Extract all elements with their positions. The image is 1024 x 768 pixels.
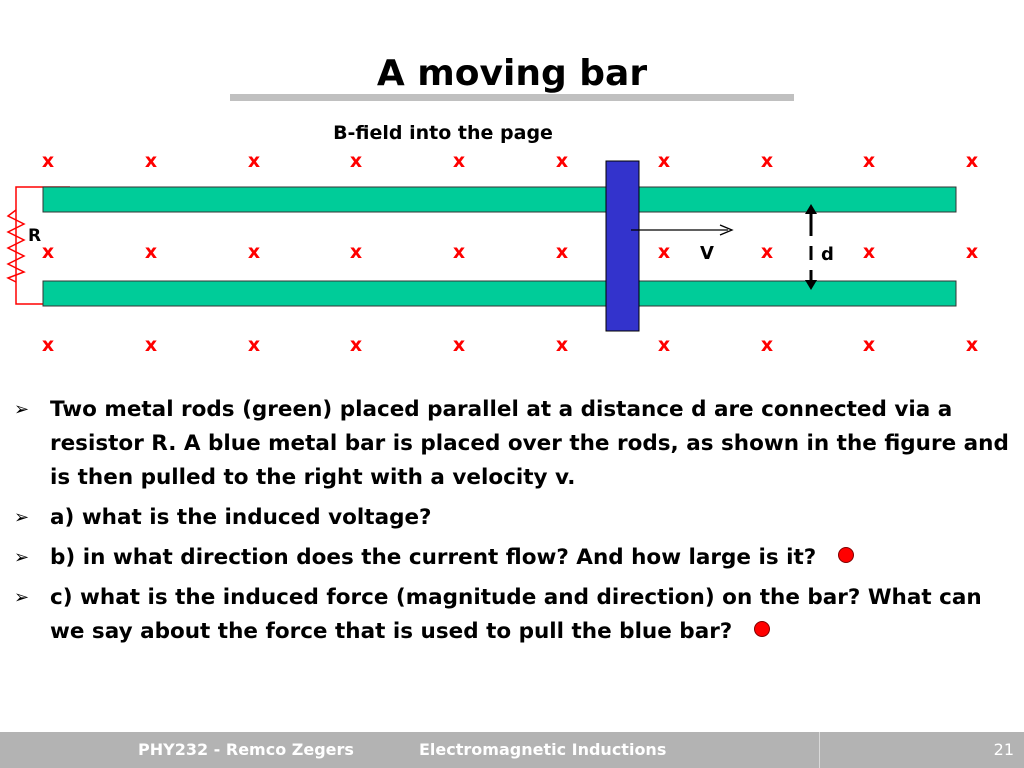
field-mark: x — [555, 150, 569, 172]
field-mark: x — [452, 241, 466, 263]
slide-footer — [0, 732, 1024, 768]
field-mark: x — [349, 241, 363, 263]
field-mark: x — [862, 334, 876, 356]
field-mark: x — [144, 150, 158, 172]
top-rod — [43, 187, 956, 212]
field-mark: x — [760, 150, 774, 172]
field-mark: x — [144, 241, 158, 263]
bullet-item — [10, 393, 1010, 495]
field-marks — [42, 150, 978, 356]
velocity-label: V — [700, 243, 714, 264]
field-mark: x — [657, 150, 671, 172]
moving-bar-diagram — [0, 110, 1024, 380]
page-number: 21 — [993, 740, 1014, 759]
field-mark: x — [41, 150, 55, 172]
distance-label: d — [821, 244, 834, 265]
arrow-right-icon: ➢ — [14, 587, 30, 608]
red-dot-icon — [754, 621, 770, 637]
field-mark: x — [41, 241, 55, 263]
field-mark: x — [965, 334, 979, 356]
field-mark: x — [862, 150, 876, 172]
field-mark: x — [452, 334, 466, 356]
bullet-item — [10, 541, 1010, 575]
red-dot-icon — [838, 547, 854, 563]
bullet-text: b) in what direction does the current flow? And how large is it? — [50, 545, 817, 570]
resistor-label: R — [28, 226, 42, 246]
arrow-right-icon: ➢ — [14, 399, 30, 420]
field-mark: x — [555, 241, 569, 263]
footer-course: PHY232 - Remco Zegers — [138, 740, 354, 759]
field-mark: x — [657, 241, 671, 263]
field-mark: x — [452, 150, 466, 172]
blue-bar — [606, 161, 639, 331]
field-caption: B-field into the page — [333, 122, 553, 144]
field-mark: x — [555, 334, 569, 356]
bullet-text: a) what is the induced voltage? — [50, 505, 432, 530]
arrow-right-icon: ➢ — [14, 507, 30, 528]
field-mark: x — [862, 241, 876, 263]
bullet-text: Two metal rods (green) placed parallel at a distance d are connected via a resistor R. A blue metal bar is placed over the rods, as shown in the figure and is then pulled to the right with a velocity v. — [50, 397, 1009, 490]
field-mark: x — [760, 241, 774, 263]
bottom-rod — [43, 281, 956, 306]
field-mark: x — [247, 334, 261, 356]
title-underline — [230, 94, 794, 101]
field-mark: x — [349, 334, 363, 356]
field-mark: x — [657, 334, 671, 356]
field-mark: x — [965, 241, 979, 263]
field-mark: x — [247, 241, 261, 263]
field-mark: x — [41, 334, 55, 356]
field-mark: x — [349, 150, 363, 172]
footer-divider — [819, 732, 820, 768]
diagram-svg — [0, 110, 1024, 380]
bullet-item — [10, 501, 1010, 535]
field-mark: x — [760, 334, 774, 356]
slide-title: A moving bar — [376, 53, 648, 94]
arrow-right-icon: ➢ — [14, 547, 30, 568]
bullet-text: c) what is the induced force (magnitude and direction) on the bar? What can we say about the force that is used to pull the blue bar? — [50, 585, 982, 644]
field-mark: x — [247, 150, 261, 172]
bullet-item — [10, 581, 1010, 649]
footer-topic: Electromagnetic Inductions — [419, 740, 667, 759]
field-mark: x — [965, 150, 979, 172]
question-list — [10, 393, 1010, 655]
field-mark: x — [144, 334, 158, 356]
